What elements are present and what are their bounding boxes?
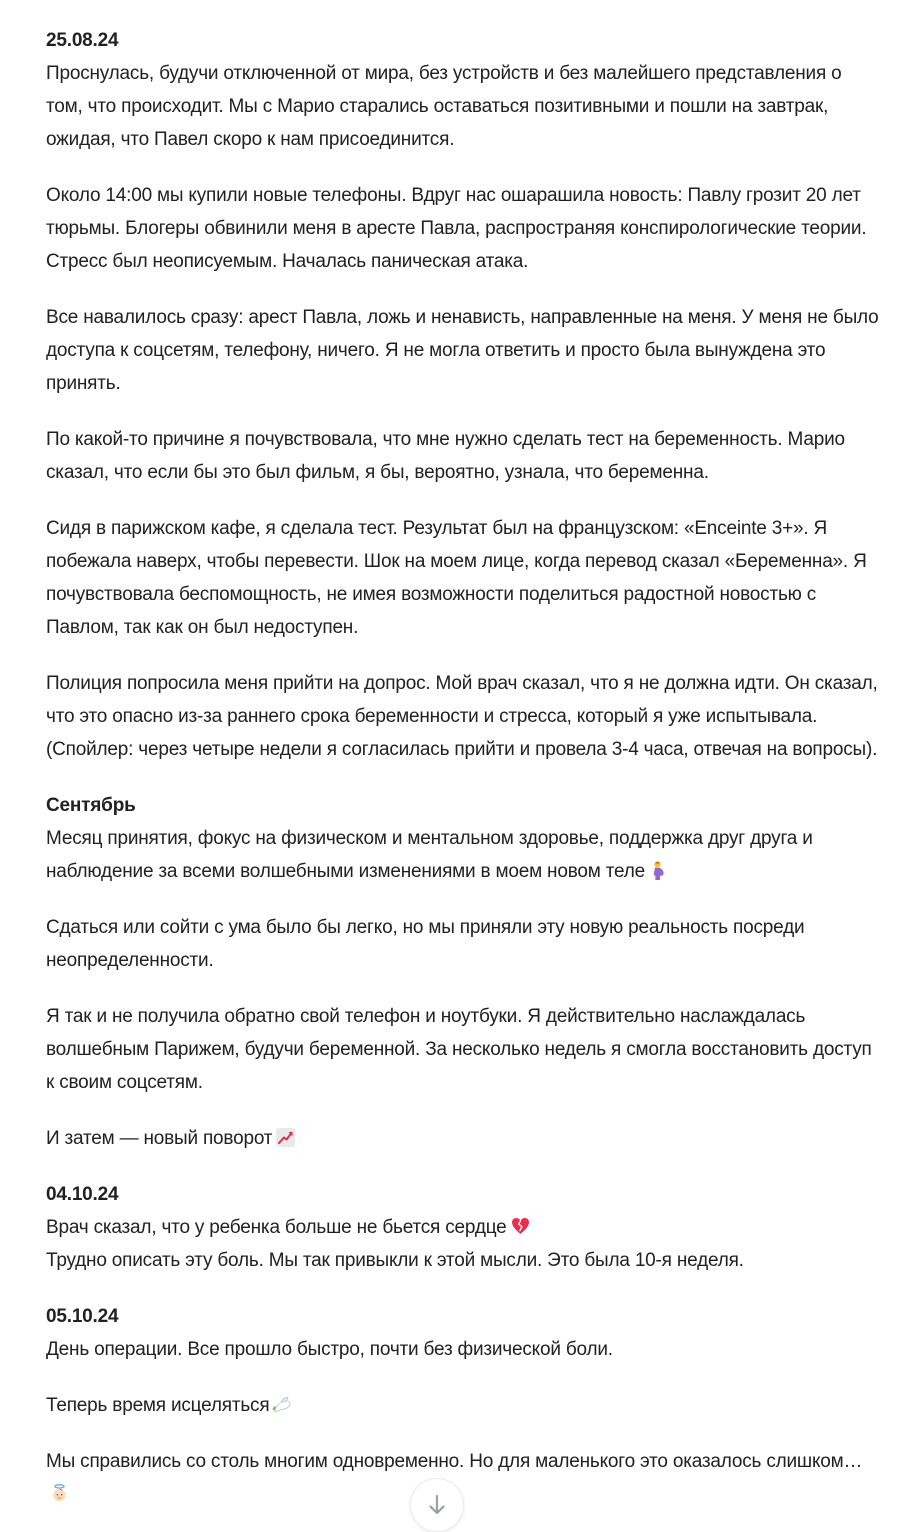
text-line	[46, 545, 872, 578]
text-line-content: Врач сказал, что у ребенка больше не бьется сердце	[46, 1217, 507, 1238]
text-line	[46, 245, 872, 278]
text-line	[46, 334, 872, 367]
text-line	[46, 1244, 872, 1277]
text-line	[46, 611, 872, 644]
text-line	[46, 1000, 872, 1033]
journal-entry	[46, 1122, 872, 1155]
scroll-to-bottom-button[interactable]	[410, 1478, 464, 1532]
text-line-content: неопределенности.	[46, 950, 214, 971]
text-line-content: Около 14:00 мы купили новые телефоны. Вдруг нас ошарашила новость: Павлу грозит 20 лет	[46, 185, 861, 206]
journal-entry	[46, 1178, 872, 1277]
text-line-content: Сдаться или сойти с ума было бы легко, но мы приняли эту новую реальность посреди	[46, 917, 805, 938]
journal-entry	[46, 667, 878, 766]
text-line-content: побежала наверх, чтобы перевести. Шок на моем лице, когда перевод сказал «Беременна». Я	[46, 551, 867, 572]
arrow-down-icon	[424, 1492, 450, 1518]
journal-entry	[46, 1389, 872, 1422]
text-line	[46, 1033, 872, 1066]
text-line-content: наблюдение за всеми волшебными изменениями в моем новом теле	[46, 861, 645, 882]
text-line-content: ожидая, что Павел скоро к нам присоединится.	[46, 129, 455, 150]
text-line-content: к своим соцсетям.	[46, 1072, 203, 1093]
broken-heart-emoji	[510, 1216, 531, 1237]
journal-entry	[46, 179, 872, 278]
text-line-content: Теперь время исцеляться	[46, 1395, 270, 1416]
text-line-content: что это опасно из-за раннего срока беременности и стресса, который я уже испытывала.	[46, 706, 818, 727]
text-line-content: (Спойлер: через четыре недели я согласилась прийти и провела 3-4 часа, отвечая на вопросы).	[46, 739, 878, 760]
text-line	[46, 57, 872, 90]
text-line-content: День операции. Все прошло быстро, почти без физической боли.	[46, 1339, 613, 1360]
text-line-content: волшебным Парижем, будучи беременной. За несколько недель я смогла восстановить доступ	[46, 1039, 872, 1060]
entry-heading: 25.08.24	[46, 30, 119, 51]
journal-entry	[46, 24, 872, 156]
journal-entry	[46, 301, 879, 400]
text-line	[46, 578, 872, 611]
text-line-content: доступа к соцсетям, телефону, ничего. Я не могла ответить и просто была вынуждена это	[46, 340, 826, 361]
text-line-content: сказал, что если бы это был фильм, я бы, вероятно, узнала, что беременна.	[46, 462, 709, 483]
text-line	[46, 367, 872, 400]
text-line	[46, 123, 872, 156]
journal-entry	[46, 789, 872, 888]
text-line-content: почувствовала беспомощность, не имея возможности поделиться радостной новостью с	[46, 584, 817, 605]
text-line	[46, 733, 878, 766]
journal-entry	[46, 512, 872, 644]
text-line	[46, 855, 872, 888]
text-line	[46, 212, 872, 245]
text-line-content: тюрьмы. Блогеры обвинили меня в аресте Павла, распространяя конспирологические теории.	[46, 218, 867, 239]
journal-entry	[46, 1000, 872, 1099]
baby-angel-emoji	[49, 1483, 70, 1504]
text-line-content: Трудно описать эту боль. Мы так привыкли к этой мысли. Это была 10-я неделя.	[46, 1250, 744, 1271]
text-line	[46, 423, 872, 456]
text-line	[46, 456, 872, 489]
text-line-content: Проснулась, будучи отключенной от мира, без устройств и без малейшего представления о	[46, 63, 842, 84]
text-line-content: И затем — новый поворот	[46, 1128, 273, 1149]
text-line-content: По какой-то причине я почувствовала, что мне нужно сделать тест на беременность. Марио	[46, 429, 845, 450]
text-line	[46, 90, 872, 123]
text-line-content: том, что происходит. Мы с Марио старались оставаться позитивными и пошли на завтрак,	[46, 96, 829, 117]
text-line	[46, 301, 879, 334]
text-line-content: Стресс был неописуемым. Началась паническая атака.	[46, 251, 529, 272]
entry-heading: 05.10.24	[46, 1306, 119, 1327]
entry-heading: Сентябрь	[46, 795, 136, 816]
text-line-content: Павлом, так как он был недоступен.	[46, 617, 359, 638]
text-line-content: Я так и не получила обратно свой телефон и ноутбуки. Я действительно наслаждалась	[46, 1006, 806, 1027]
text-line	[46, 1122, 872, 1155]
journal-entry	[46, 911, 872, 977]
text-line-content: Сидя в парижском кафе, я сделала тест. Результат был на французском: «Enceinte 3+». Я	[46, 518, 828, 539]
pregnant-woman-emoji	[648, 860, 669, 881]
journal-entry	[46, 423, 872, 489]
text-line	[46, 1066, 872, 1099]
text-line	[46, 911, 872, 944]
text-line	[46, 1445, 872, 1478]
text-line	[46, 700, 872, 733]
text-line-content: Все навалилось сразу: арест Павла, ложь и ненависть, направленные на меня. У меня не было	[46, 307, 879, 328]
chart-increasing-emoji	[275, 1127, 296, 1148]
journal-entry	[46, 1300, 872, 1366]
text-line	[46, 1333, 872, 1366]
text-line	[46, 667, 878, 700]
text-line-content: Месяц принятия, фокус на физическом и ментальном здоровье, поддержка друг друга и	[46, 828, 813, 849]
entry-heading: 04.10.24	[46, 1184, 119, 1205]
text-line-content: Полиция попросила меня прийти на допрос. Мой врач сказал, что я не должна идти. Он сказал,	[46, 673, 878, 694]
text-line-content: Мы справились со столь многим одновременно. Но для маленького это оказалось слишком…	[46, 1451, 863, 1472]
text-line	[46, 822, 872, 855]
text-line	[46, 512, 872, 545]
text-line	[46, 944, 872, 977]
dove-emoji	[272, 1394, 293, 1415]
text-line	[46, 179, 872, 212]
text-line	[46, 1211, 872, 1244]
text-line-content: принять.	[46, 373, 121, 394]
text-line	[46, 1389, 872, 1422]
